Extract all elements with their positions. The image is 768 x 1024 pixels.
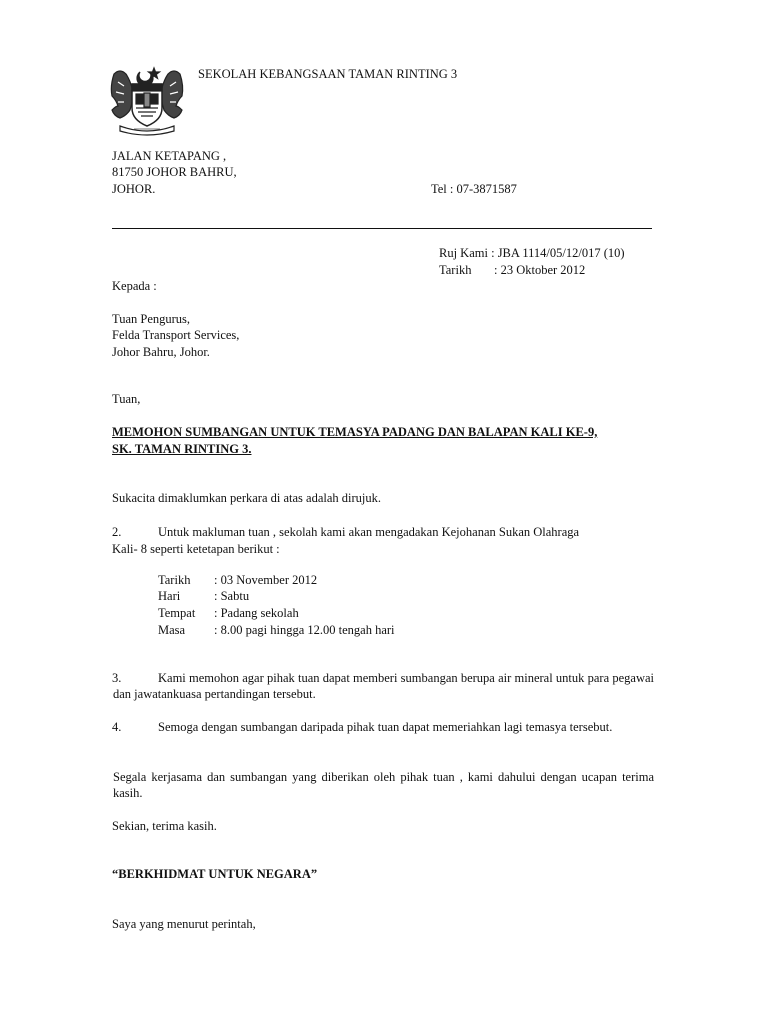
subject-line-2: SK. TAMAN RINTING 3. [112, 442, 252, 456]
detail-label: Tempat [158, 606, 196, 620]
detail-row-tarikh [158, 572, 317, 588]
ruj-value: : JBA 1114/05/12/017 (10) [491, 246, 625, 260]
motto: “BERKHIDMAT UNTUK NEGARA” [112, 867, 318, 881]
kepada-label: Kepada : [112, 279, 157, 293]
address-line-1: JALAN KETAPANG , [112, 149, 227, 163]
tarikh-label: Tarikh [439, 263, 472, 277]
detail-value: : 03 November 2012 [214, 573, 318, 587]
p2-line-2: Kali- 8 seperti ketetapan berikut : [112, 542, 280, 556]
sign-off: Saya yang menurut perintah, [112, 917, 256, 931]
closing-line: Sekian, terima kasih. [112, 819, 217, 833]
subject-line-1: MEMOHON SUMBANGAN UNTUK TEMASYA PADANG DAN BALAPAN KALI KE-9, [112, 425, 598, 439]
ruj-label: Ruj Kami [439, 246, 488, 260]
detail-value: : Padang sekolah [214, 606, 299, 620]
p4-text: Semoga dengan sumbangan daripada pihak tuan dapat memeriahkan lagi temasya tersebut. [158, 720, 613, 734]
detail-row-tempat [158, 605, 299, 621]
detail-value: : 8.00 pagi hingga 12.00 tengah hari [214, 623, 395, 637]
reference-date [439, 262, 585, 278]
intro-paragraph: Sukacita dimaklumkan perkara di atas adalah dirujuk. [112, 491, 382, 505]
salutation: Tuan, [112, 392, 141, 406]
p4-number: 4. [112, 720, 122, 734]
p3-text: Kami memohon agar pihak tuan dapat memberi sumbangan berupa air mineral untuk para pegawai dan jawatankuasa pertandingan tersebut. [113, 671, 654, 701]
p2-line-1: Untuk makluman tuan , sekolah kami akan mengadakan Kejohanan Sukan Olahraga [158, 525, 580, 539]
p2-number: 2. [112, 525, 122, 539]
detail-value: : Sabtu [214, 589, 250, 603]
telephone: Tel : 07-3871587 [431, 182, 517, 196]
reference-number [439, 245, 625, 261]
p5-text: Segala kerjasama dan sumbangan yang diberikan oleh pihak tuan , kami dahului dengan ucapan terima kasih. [113, 770, 654, 800]
school-name: SEKOLAH KEBANGSAAN TAMAN RINTING 3 [198, 67, 458, 81]
header-divider [112, 228, 652, 229]
detail-label: Hari [158, 589, 181, 603]
recipient-line-1: Tuan Pengurus, [112, 312, 191, 326]
p3-number: 3. [112, 671, 122, 685]
recipient-line-3: Johor Bahru, Johor. [112, 345, 210, 359]
coat-of-arms-icon [104, 62, 190, 138]
detail-row-masa [158, 622, 395, 638]
address-line-2: 81750 JOHOR BAHRU, [112, 165, 237, 179]
detail-label: Tarikh [158, 573, 191, 587]
detail-label: Masa [158, 623, 186, 637]
detail-row-hari [158, 588, 249, 604]
tarikh-value: : 23 Oktober 2012 [494, 263, 586, 277]
address-line-3: JOHOR. [112, 182, 156, 196]
recipient-line-2: Felda Transport Services, [112, 328, 240, 342]
